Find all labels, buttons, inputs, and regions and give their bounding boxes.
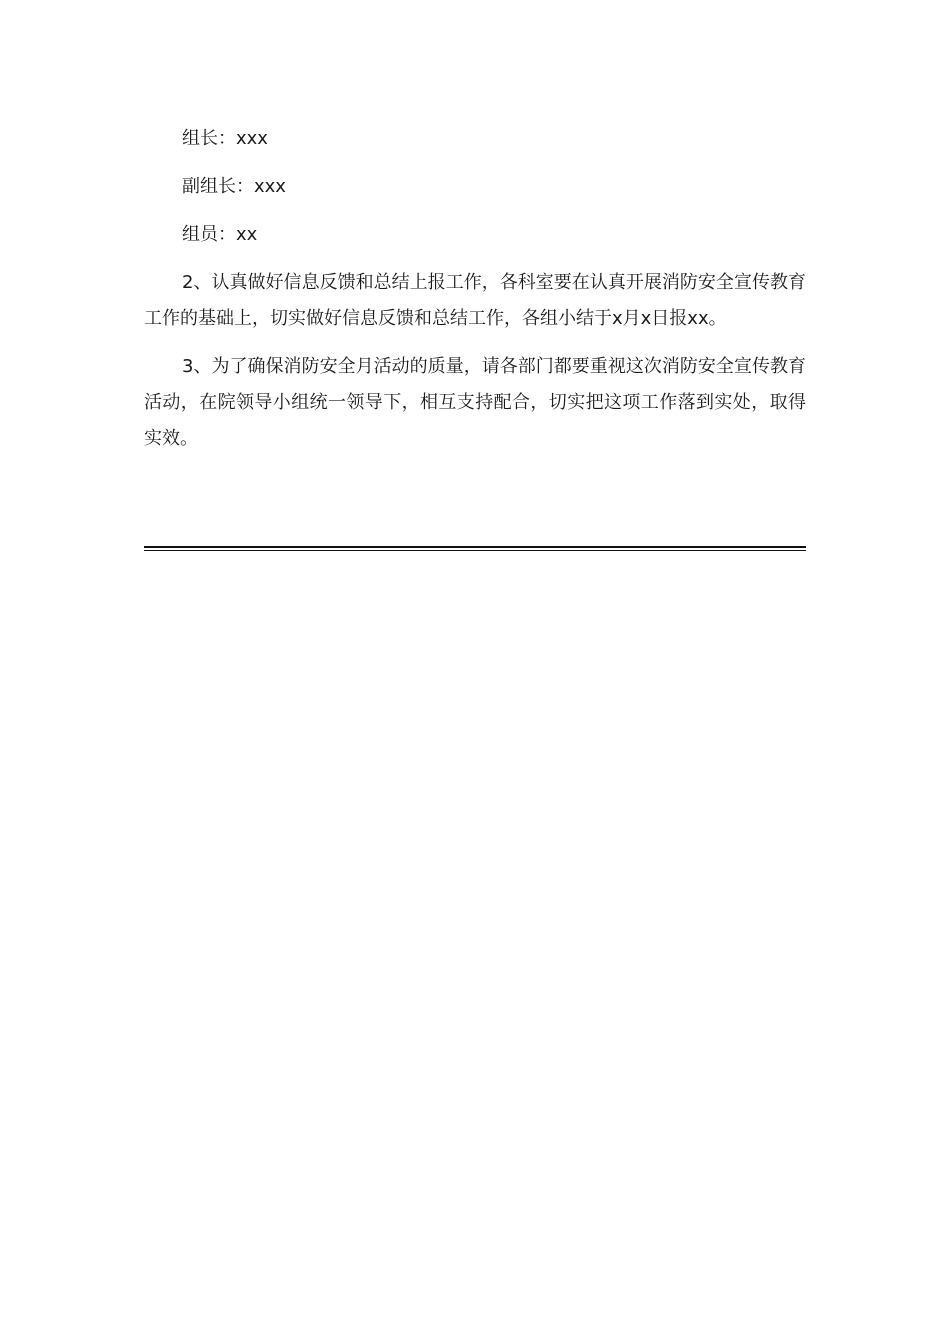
double-rule-divider	[144, 546, 806, 551]
document-body	[144, 121, 806, 469]
paragraph-item-2: 2、认真做好信息反馈和总结上报工作，各科室要在认真开展消防安全宣传教育工作的基础上，切实做好信息反馈和总结工作，各组小结于x月x日报xx。	[144, 272, 806, 329]
member-line-deputy-leader: 副组长：xxx	[182, 176, 286, 197]
member-line-members: 组员：xx	[182, 224, 258, 245]
divider-line-thin	[144, 550, 806, 551]
paragraph-item-3: 3、为了确保消防安全月活动的质量，请各部门都要重视这次消防安全宣传教育活动，在院领导小组统一领导下，相互支持配合，切实把这项工作落到实处，取得实效。	[144, 356, 806, 449]
member-line-leader: 组长：xxx	[182, 128, 268, 149]
